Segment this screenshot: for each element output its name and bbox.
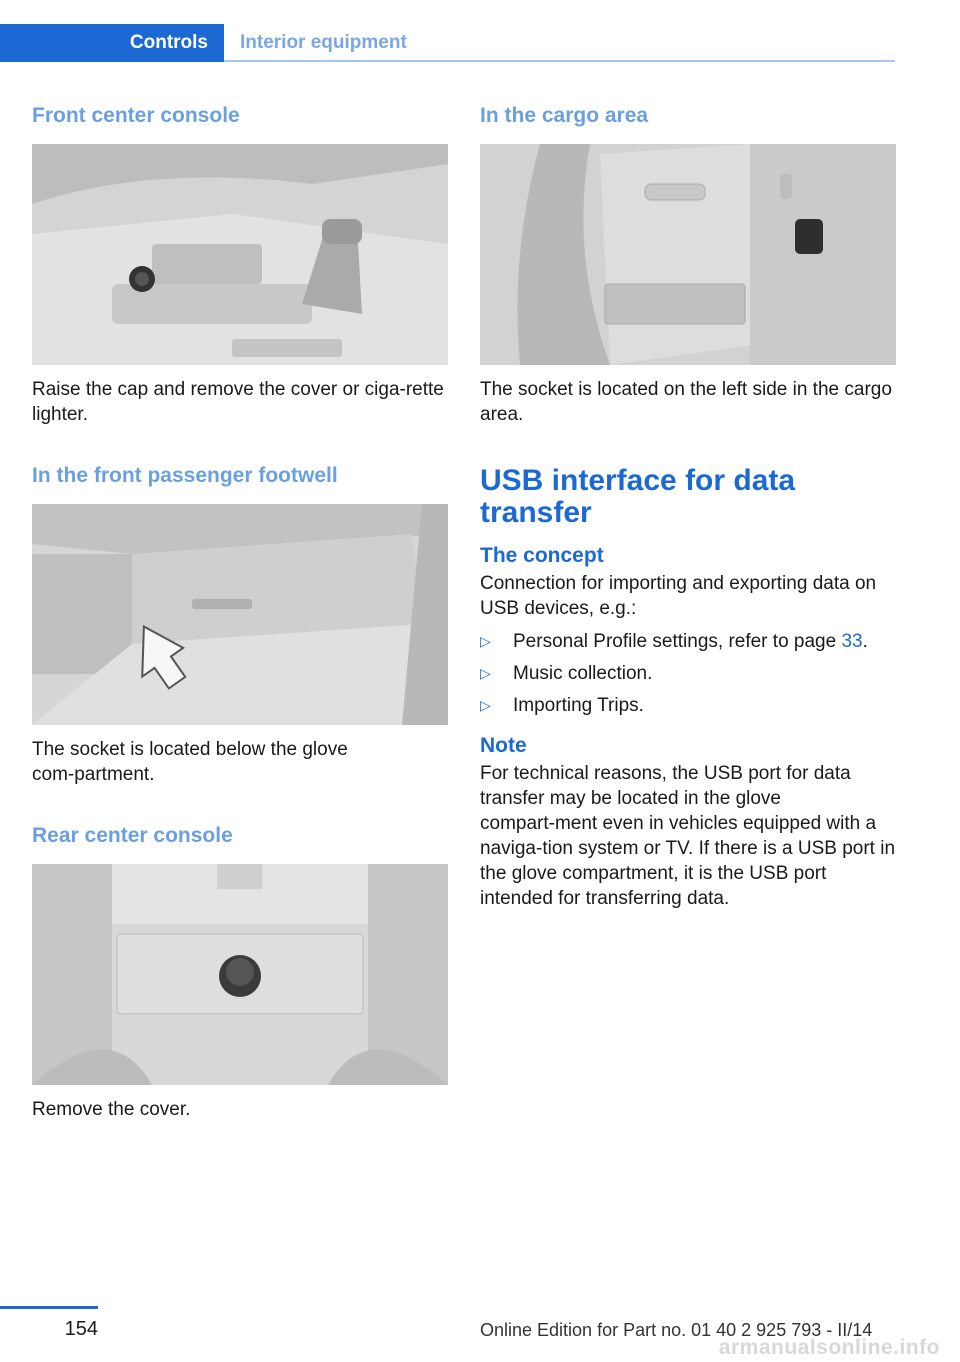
usb-heading: USB interface for data transfer <box>480 464 796 529</box>
concept-text: Connection for importing and exporting data on USB devices, e.g.: <box>480 573 877 619</box>
concept-heading: The concept <box>480 544 604 567</box>
page-number: 154 <box>64 1318 98 1340</box>
footwell-heading: In the front passenger footwell <box>32 464 338 487</box>
triangle-bullet-icon: ▷ <box>480 665 491 681</box>
cargo-heading: In the cargo area <box>480 104 649 127</box>
note-heading: Note <box>480 734 527 757</box>
rear-console-photo <box>32 864 448 1085</box>
rear-console-heading: Rear center console <box>32 824 233 847</box>
page-link[interactable]: 33 <box>841 631 863 652</box>
rear-console-text: Remove the cover. <box>32 1099 191 1120</box>
front-console-heading: Front center console <box>32 104 240 127</box>
list-item: ▷ Music collection. <box>480 663 653 684</box>
triangle-bullet-icon: ▷ <box>480 633 491 649</box>
front-console-photo <box>32 144 448 365</box>
left-column <box>32 100 448 1122</box>
cargo-area-photo <box>480 144 896 365</box>
section-tab-controls[interactable]: Controls <box>0 24 224 62</box>
right-column <box>480 100 896 911</box>
footwell-text: The socket is located below the glove com‑partment. <box>32 739 348 785</box>
header-rule <box>224 60 895 62</box>
watermark: armanualsonline.info <box>718 1336 940 1359</box>
front-console-text: Raise the cap and remove the cover or ciga‑rette lighter. <box>32 379 444 425</box>
edition-text: Online Edition for Part no. 01 40 2 925 793 - II/14 <box>480 1320 873 1340</box>
note-text: For technical reasons, the USB port for data transfer may be located in the glove compart‑ment even in vehicles equipped with a naviga‑tion system or TV. If there is a USB port in the glove compartment, it is the USB port intended for transferring data. <box>480 763 896 909</box>
section-tab-interior-equipment[interactable]: Interior equipment <box>240 32 407 53</box>
list-item: ▷ Importing Trips. <box>480 695 644 716</box>
footwell-photo <box>32 504 448 725</box>
list-item: ▷ Personal Profile settings, refer to page 33. <box>480 631 868 652</box>
cargo-text: The socket is located on the left side in the cargo area. <box>480 379 892 425</box>
usb-bullet-list <box>480 629 896 718</box>
footer-rule <box>0 1306 98 1309</box>
page-header <box>0 24 895 62</box>
triangle-bullet-icon: ▷ <box>480 697 491 713</box>
